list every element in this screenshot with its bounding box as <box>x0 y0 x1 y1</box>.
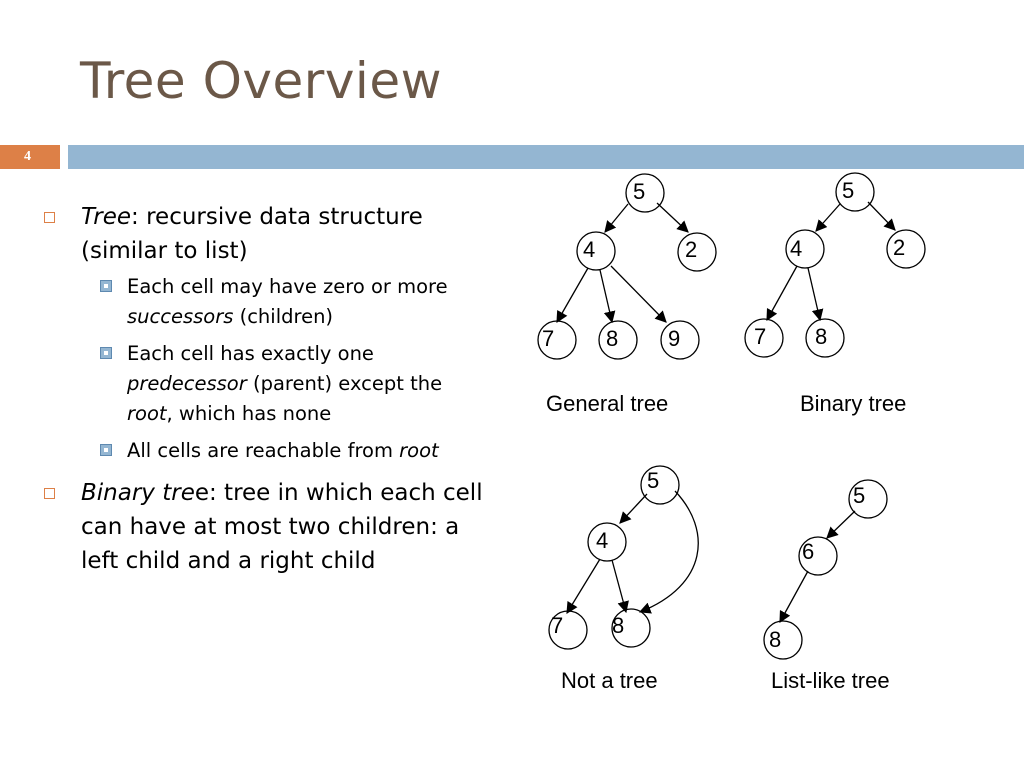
edge <box>605 204 628 232</box>
bullet-tree-text: : recursive data structure (similar to list) <box>81 204 423 264</box>
node-label: 8 <box>769 627 782 652</box>
edge <box>827 511 855 538</box>
node-label: 2 <box>893 235 906 260</box>
node-label: 5 <box>853 483 866 508</box>
node-label: 4 <box>790 236 803 261</box>
term-tree: Tree <box>81 204 132 230</box>
edge <box>816 204 840 231</box>
sub-bullet-text: (children) <box>233 305 334 328</box>
term-binary-tree-end: e <box>194 480 209 506</box>
node-label: 2 <box>685 237 698 262</box>
edge <box>780 571 808 622</box>
term-root: root <box>127 402 167 425</box>
sub-bullet-text: (parent) except the <box>246 372 443 395</box>
bullet-binary-tree-text: : tree in which each cell can have at most two children: a left child and a right child <box>81 480 483 574</box>
term-predecessor: predecessor <box>127 372 247 395</box>
sub-bullet-text: Each cell may have zero or more <box>127 275 448 298</box>
edge <box>611 266 666 322</box>
node-label: 6 <box>802 539 815 564</box>
node-label: 7 <box>551 613 564 638</box>
node-label: 5 <box>842 178 855 203</box>
edge <box>657 203 688 232</box>
not-a-tree-diagram <box>549 466 698 693</box>
node-label: 5 <box>633 179 646 204</box>
node-label: 8 <box>612 613 625 638</box>
slide-number: 4 <box>24 149 31 164</box>
edge <box>557 268 588 322</box>
sub-bullet-text: All cells are reachable from <box>127 439 400 462</box>
node-label: 7 <box>542 326 555 351</box>
not-a-tree-caption: Not a tree <box>561 668 658 693</box>
node-label: 8 <box>606 326 619 351</box>
node-label: 8 <box>815 324 828 349</box>
node-label: 4 <box>583 237 596 262</box>
edge <box>600 270 612 322</box>
edge <box>620 494 647 523</box>
sub-bullet-text: Each cell has exactly one <box>127 342 374 365</box>
edge <box>868 202 895 230</box>
edge <box>808 268 820 320</box>
general-tree-caption: General tree <box>546 391 669 416</box>
general-tree-diagram <box>538 174 716 416</box>
binary-tree-diagram <box>745 173 925 416</box>
list-like-tree-diagram <box>764 480 890 693</box>
node-label: 4 <box>596 528 609 553</box>
sub-bullet-text: , which has none <box>166 402 332 425</box>
edge <box>612 560 626 612</box>
edge <box>567 559 600 613</box>
edge <box>767 266 797 320</box>
node-label: 7 <box>754 324 767 349</box>
term-root: root <box>399 439 439 462</box>
node-label: 9 <box>668 326 681 351</box>
slide-title: Tree Overview <box>80 52 442 110</box>
binary-tree-caption: Binary tree <box>800 391 907 416</box>
edge <box>640 491 698 612</box>
list-like-tree-caption: List-like tree <box>771 668 890 693</box>
term-successors: successors <box>127 305 234 328</box>
term-binary-tree: Binary tre <box>81 480 195 506</box>
node-label: 5 <box>647 468 660 493</box>
